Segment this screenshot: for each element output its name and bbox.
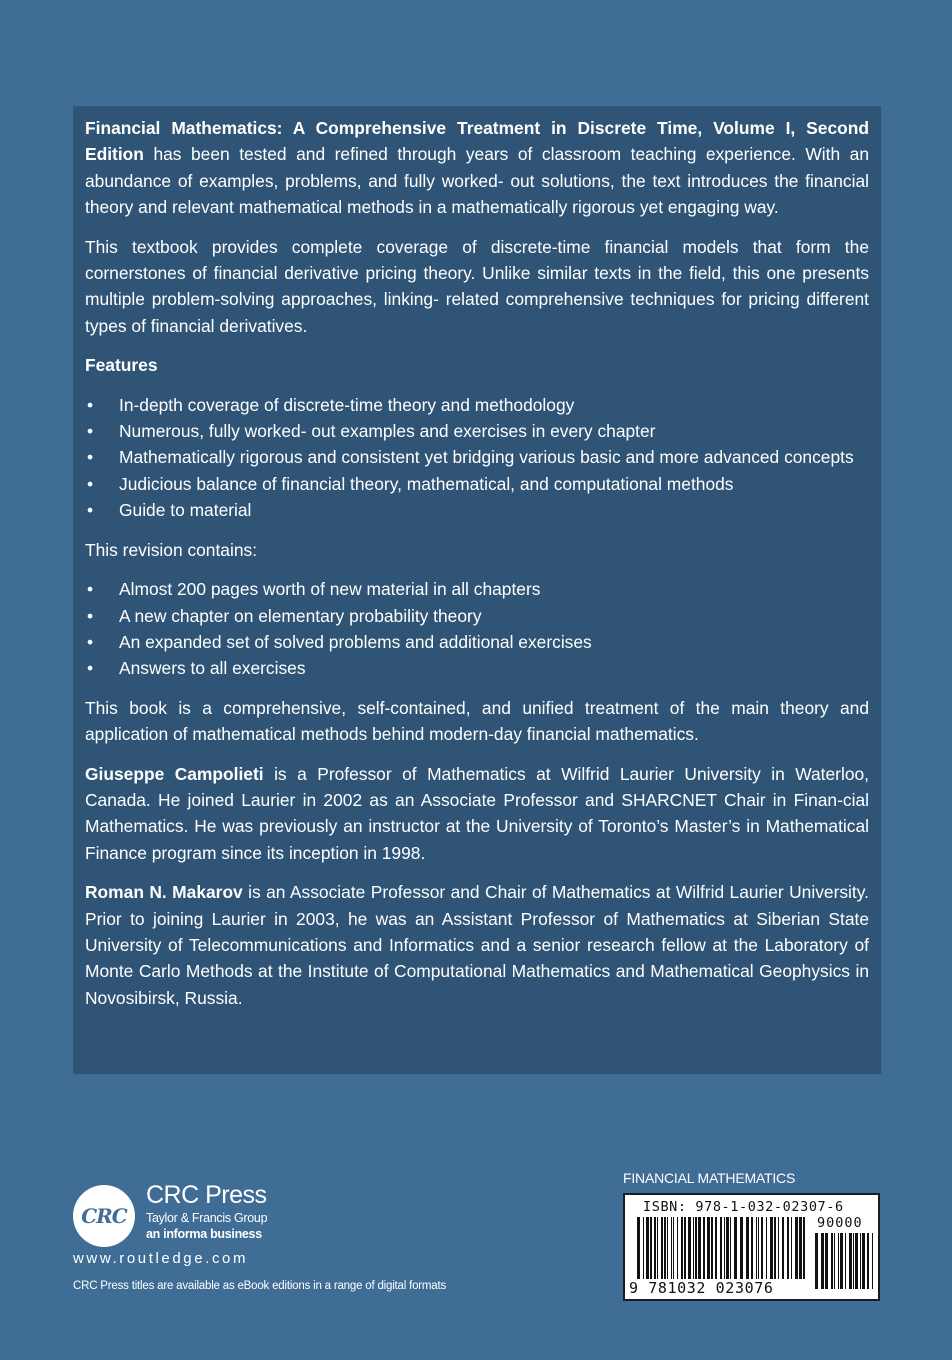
features-heading: Features xyxy=(85,355,158,376)
bullet-icon: • xyxy=(87,421,94,442)
bullet-icon: • xyxy=(87,447,94,468)
intro-text: has been tested and refined through years of classroom teaching experience. With an abundance of examples, problems, and fully worked- out solutions, the text introduces the financial theory and relevant mathematical methods in a mathematically rigorous yet engaging way. xyxy=(85,144,869,218)
revision-heading: This revision contains: xyxy=(85,539,258,560)
author-name: Roman N. Makarov xyxy=(85,882,243,903)
bullet-icon: • xyxy=(87,631,94,652)
author-bio: Roman N. Makarov is an Associate Professor and Chair of Mathematics at Wilfrid Laurier University. Prior to joining Laurier in 2003, he was an Assistant Professor of Mathematics at Siberian State University of Telecommunications and Informatics and a senior research fellow at the Laboratory of Monte Carlo Methods at the Institute of Computational Mathematics and Mathematical Geophysics in Novosibirsk, Russia. xyxy=(85,882,869,1008)
list-item: • Almost 200 pages worth of new material in all chapters xyxy=(85,576,869,602)
bullet-icon: • xyxy=(87,579,94,600)
bullet-icon: • xyxy=(87,500,94,521)
bullet-icon: • xyxy=(87,605,94,626)
crc-logo-icon: CRC xyxy=(73,1185,135,1247)
list-item: • A new chapter on elementary probability theory xyxy=(85,603,869,629)
bullet-icon: • xyxy=(87,658,94,679)
list-item: • Judicious balance of financial theory, mathematical, and computational methods xyxy=(85,471,869,497)
intro-paragraph xyxy=(85,115,869,221)
list-item: • An expanded set of solved problems and additional exercises xyxy=(85,629,869,655)
publisher-website[interactable]: www.routledge.com xyxy=(73,1250,249,1267)
list-item: • Answers to all exercises xyxy=(85,655,869,681)
barcode-addon-code: 90000 xyxy=(817,1215,863,1231)
bullet-icon: • xyxy=(87,394,94,415)
book-title: Financial Mathematics: A Comprehensive Treatment in Discrete Time, Volume I, Second Edition xyxy=(85,118,869,165)
list-item: • In-depth coverage of discrete-time theory and methodology xyxy=(85,392,869,418)
list-item: • Mathematically rigorous and consistent yet bridging various basic and more advanced concepts xyxy=(85,444,869,470)
back-cover-description-panel xyxy=(73,106,881,1074)
isbn-barcode xyxy=(623,1193,880,1301)
coverage-paragraph: This textbook provides complete coverage of discrete-time financial models that form the cornerstones of financial derivative pricing theory. Unlike similar texts in the field, this one presents multiple problem-solving approaches, linking- related comprehensive techniques for pricing different types of financial derivatives. xyxy=(85,236,869,336)
revision-list xyxy=(85,576,869,682)
author-bio: Giuseppe Campolieti is a Professor of Mathematics at Wilfrid Laurier University in Waterloo, Canada. He joined Laurier in 2002 as an Associate Professor and SHARCNET Chair in Finan-cial Mathematics. He was previously an instructor at the University of Toronto’s Master’s in Mathematical Finance program since its inception in 1998. xyxy=(85,763,869,863)
publisher-tagline: an informa business xyxy=(146,1227,262,1241)
features-list xyxy=(85,392,869,524)
list-item: • Numerous, fully worked- out examples and exercises in every chapter xyxy=(85,418,869,444)
barcode-bars xyxy=(637,1217,807,1279)
list-item: • Guide to material xyxy=(85,497,869,523)
author-name: Giuseppe Campolieti xyxy=(85,763,264,784)
summary-paragraph: This book is a comprehensive, self-contained, and unified treatment of the main theory and application of mathematical methods behind modern-day financial mathematics. xyxy=(85,697,869,745)
bullet-icon: • xyxy=(87,473,94,494)
publisher-group: Taylor & Francis Group xyxy=(146,1211,268,1225)
subject-category: FINANCIAL MATHEMATICS xyxy=(623,1170,796,1186)
isbn-label: ISBN: 978-1-032-02307-6 xyxy=(643,1199,844,1215)
publisher-name: CRC Press xyxy=(146,1181,267,1209)
barcode-addon-bars xyxy=(815,1233,873,1289)
ebook-note: CRC Press titles are available as eBook editions in a range of digital formats xyxy=(73,1280,447,1292)
barcode-digits: 9 781032 023076 xyxy=(629,1279,774,1297)
